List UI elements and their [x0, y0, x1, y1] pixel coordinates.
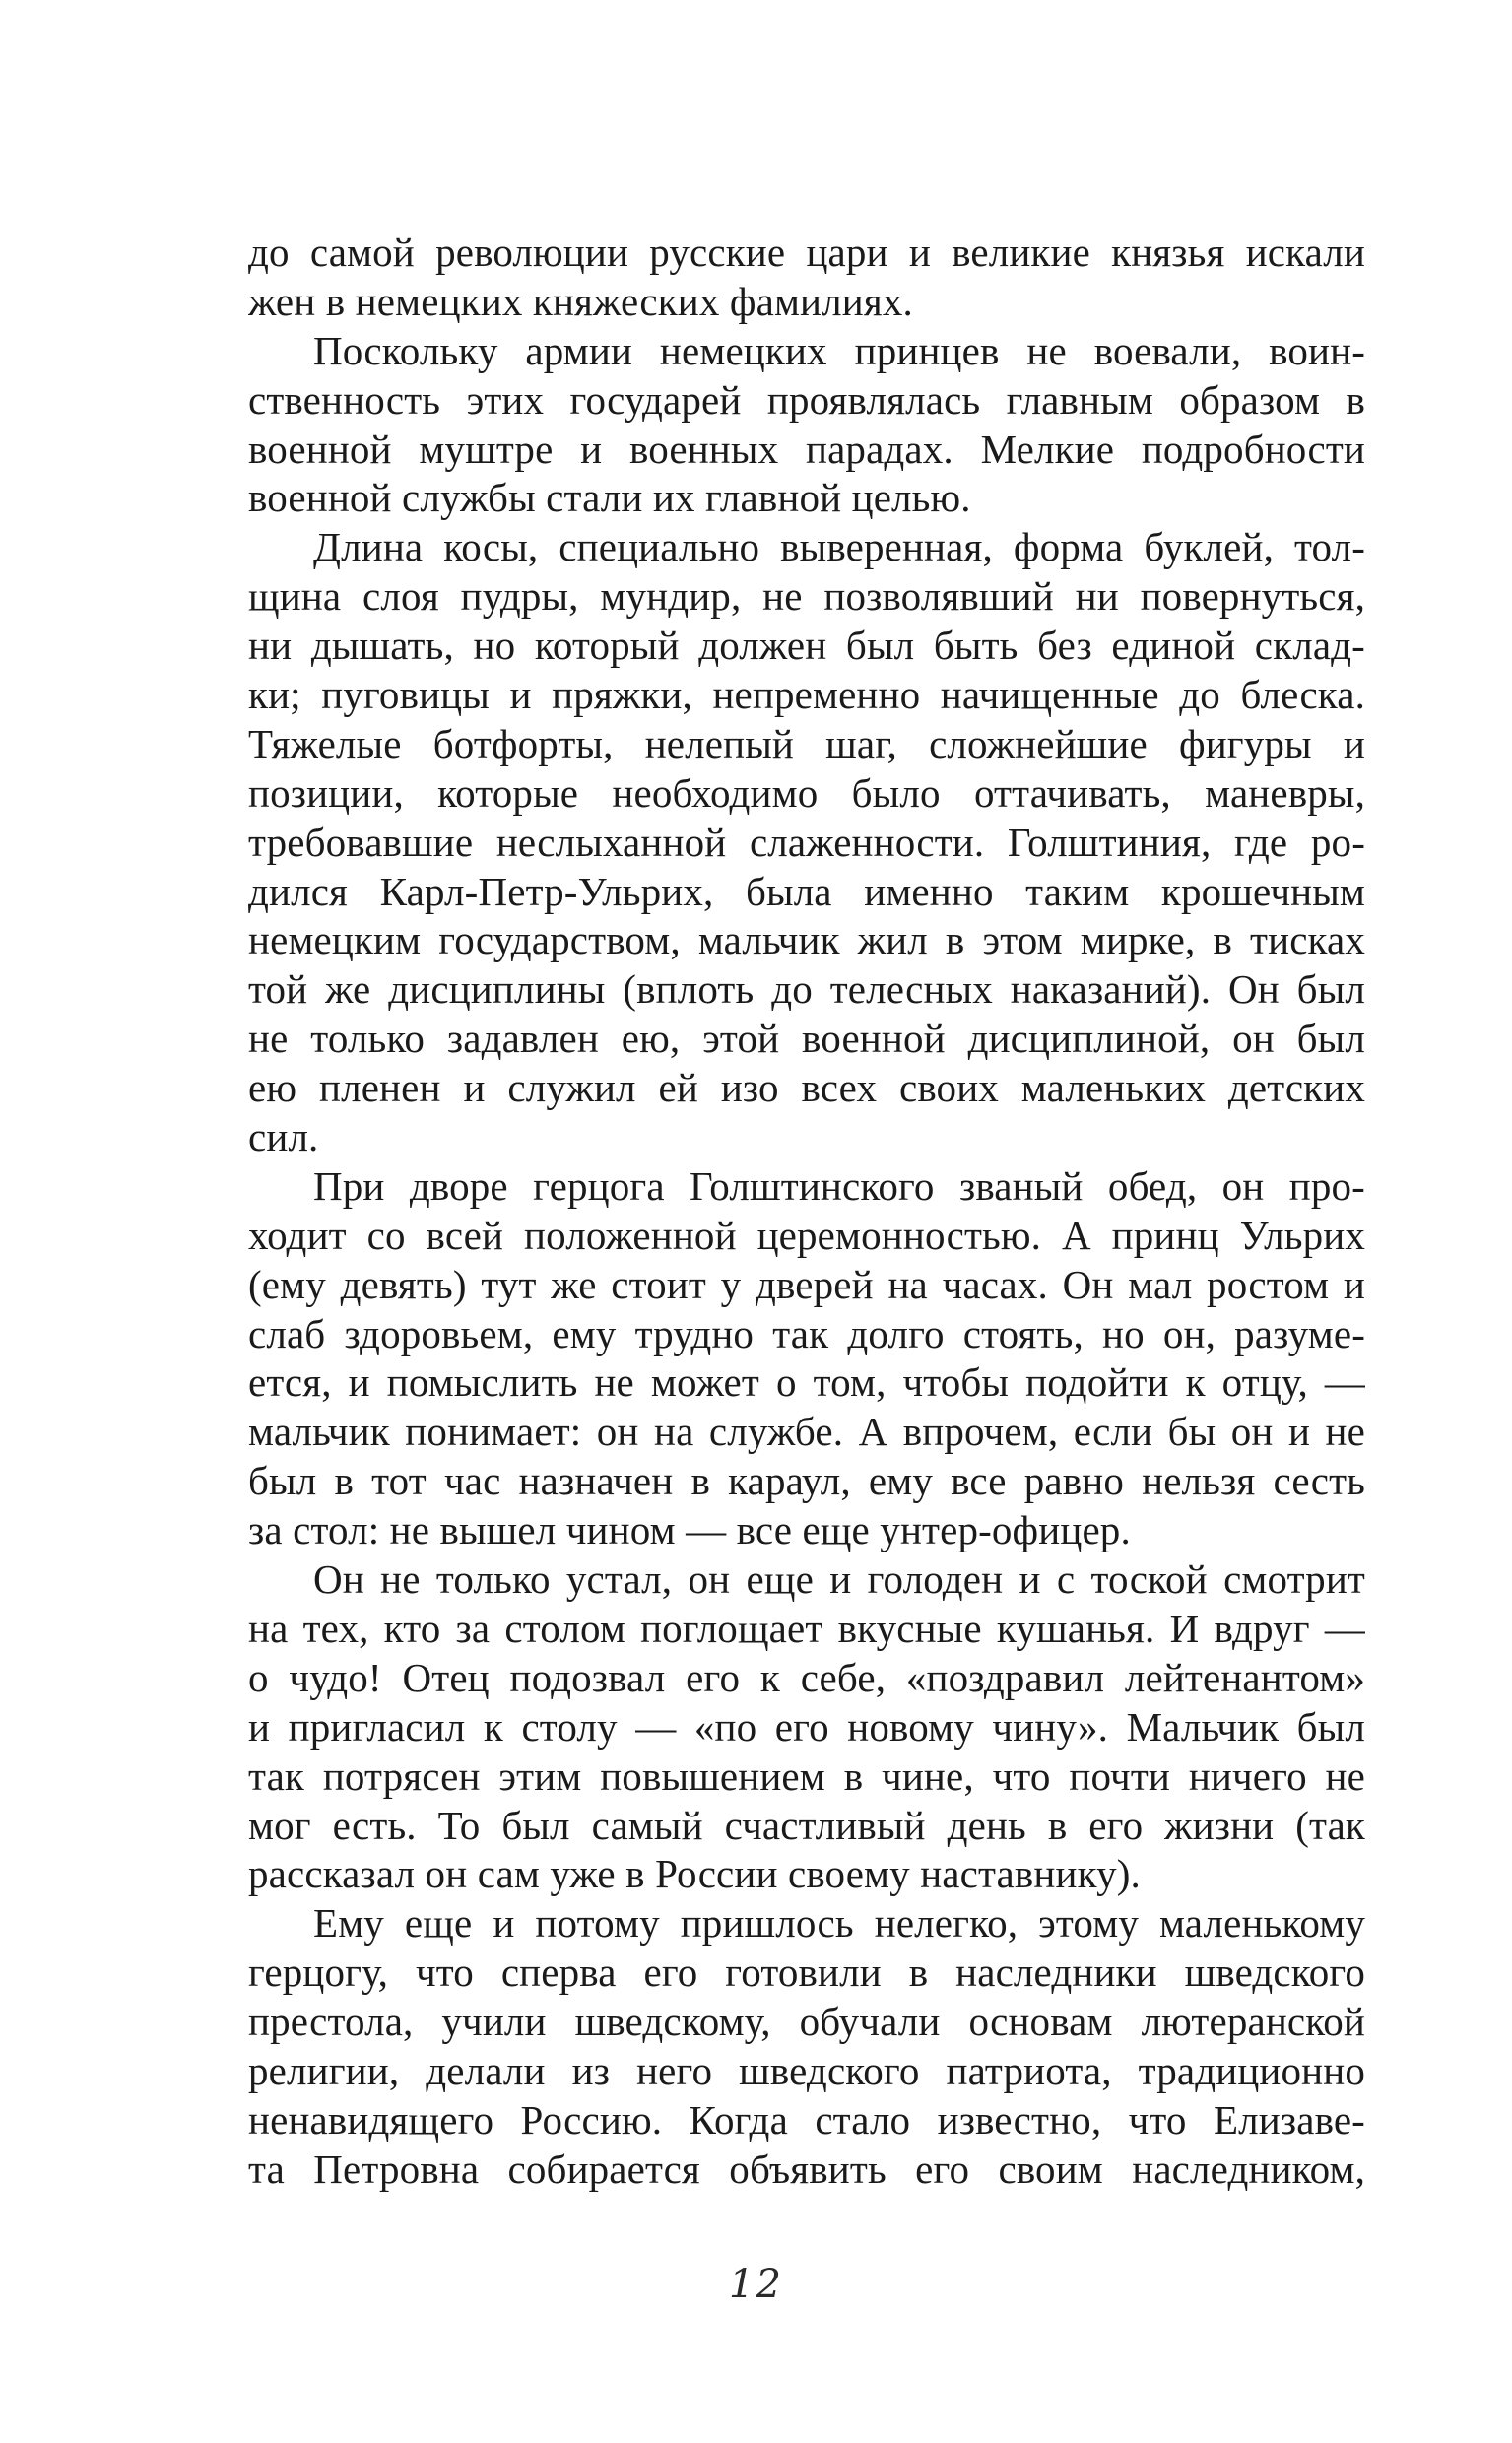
- text-line: Тяжелые ботфорты, нелепый шаг, сложнейшие фигуры и: [248, 720, 1365, 766]
- paragraph-first-line: Ему еще и потому пришлось нелегко, этому маленькому: [313, 1900, 1365, 1947]
- page-number: 12: [729, 2262, 783, 2307]
- text-line: ходит со всей положенной церемонностью. А принц Ульрих: [248, 1212, 1365, 1258]
- text-line: религии, делали из него шведского патриота, традиционно: [248, 2047, 1365, 2093]
- text-line: мальчик понимает: он на службе. А впрочем, если бы он и не: [248, 1409, 1365, 1455]
- text-line: жен в немецких княжеских фамилиях.: [248, 278, 913, 324]
- text-line: позиции, которые необходимо было оттачивать, маневры,: [248, 769, 1365, 816]
- paragraph-first-line: Он не только устал, он еще и голоден и с тоской смотрит: [313, 1556, 1365, 1603]
- text-line: о чудо! Отец подозвал его к себе, «поздравил лейтенантом»: [248, 1654, 1365, 1700]
- text-line: слаб здоровьем, ему трудно так долго стоять, но он, разуме-: [248, 1310, 1365, 1356]
- text-line: и пригласил к столу — «по его новому чину». Мальчик был: [248, 1703, 1365, 1750]
- text-line: до самой революции русские цари и великие князья искали: [248, 230, 1365, 275]
- text-line: ки; пуговицы и пряжки, непременно начищенные до блеска.: [248, 672, 1365, 718]
- text-line: (ему девять) тут же стоит у дверей на часах. Он мал ростом и: [248, 1261, 1365, 1307]
- text-line: немецким государством, мальчик жил в этом мирке, в тисках: [248, 917, 1365, 963]
- text-line: сил.: [248, 1114, 319, 1160]
- paragraph-first-line: Длина косы, специально выверенная, форма буклей, тол-: [313, 524, 1365, 570]
- text-line: так потрясен этим повышением в чине, что почти ничего не: [248, 1752, 1365, 1799]
- text-line: рассказал он сам уже в России своему наставнику).: [248, 1851, 1141, 1897]
- text-line: ненавидящего Россию. Когда стало известно, что Елизаве-: [248, 2096, 1365, 2143]
- text-line: щина слоя пудры, мундир, не позволявший ни повернуться,: [248, 573, 1365, 620]
- text-line: дился Карл-Петр-Ульрих, была именно таким крошечным: [248, 868, 1365, 914]
- text-line: за стол: не вышел чином — все еще унтер-офицер.: [248, 1507, 1131, 1553]
- paragraph-first-line: При дворе герцога Голштинского званый обед, он про-: [313, 1162, 1365, 1209]
- text-line: герцогу, что сперва его готовили в наследники шведского: [248, 1949, 1365, 1996]
- text-line: ни дышать, но который должен был быть без единой склад-: [248, 623, 1365, 669]
- text-line: был в тот час назначен в караул, ему все равно нельзя сесть: [248, 1458, 1365, 1504]
- text-line: той же дисциплины (вплоть до телесных наказаний). Он был: [248, 966, 1365, 1013]
- text-line: военной службы стали их главной целью.: [248, 475, 971, 521]
- text-line: ется, и помыслить не может о том, чтобы подойти к отцу, —: [248, 1359, 1365, 1406]
- text-line: ственность этих государей проявлялась главным образом в: [248, 376, 1365, 423]
- text-line: не только задавлен ею, этой военной дисциплиной, он был: [248, 1016, 1365, 1062]
- text-line: требовавшие неслыханной слаженности. Голштиния, где ро-: [248, 819, 1365, 865]
- text-line: на тех, кто за столом поглощает вкусные кушанья. И вдруг —: [248, 1605, 1365, 1651]
- text-line: престола, учили шведскому, обучали основам лютеранской: [248, 1999, 1365, 2045]
- text-line: мог есть. То был самый счастливый день в его жизни (так: [248, 1802, 1365, 1848]
- text-line: военной муштре и военных парадах. Мелкие подробности: [248, 426, 1365, 472]
- text-line: ею пленен и служил ей изо всех своих маленьких детских: [248, 1065, 1365, 1111]
- text-line: та Петровна собирается объявить его своим наследником,: [248, 2146, 1365, 2192]
- body-text: [248, 229, 1365, 2195]
- paragraph-first-line: Поскольку армии немецких принцев не воевали, воин-: [313, 327, 1365, 373]
